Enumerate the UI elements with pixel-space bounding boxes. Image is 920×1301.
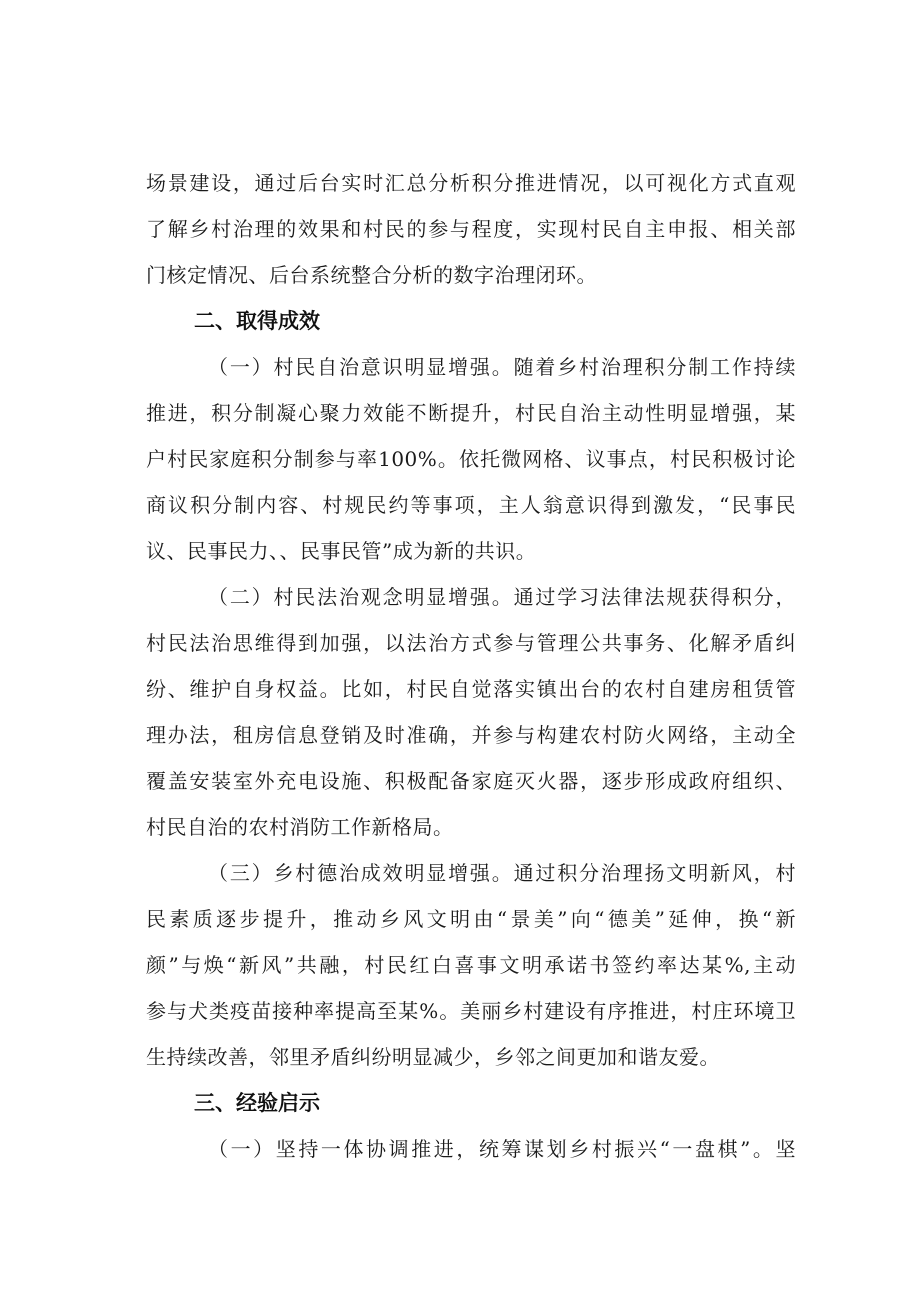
paragraph-intro bbox=[146, 160, 796, 298]
text-line: 参与犬类疫苗接种率提高至某%。美丽乡村建设有序推进，村庄环境卫 bbox=[146, 999, 796, 1023]
section-heading-lessons: 三、经验启示 bbox=[194, 1091, 320, 1115]
section-heading-achievements: 二、取得成效 bbox=[194, 309, 320, 333]
text-line: 理办法，租房信息登销及时准确，并参与构建农村防火网络，主动全 bbox=[146, 723, 796, 747]
text-line: 议、民事民力、、民事民管”成为新的共识。 bbox=[146, 539, 537, 563]
text-line: 门核定情况、后台系统整合分析的数字治理闭环。 bbox=[146, 263, 597, 287]
document-body bbox=[146, 160, 796, 1172]
text-line: 纷、维护自身权益。比如，村民自觉落实镇出台的农村自建房租赁管 bbox=[146, 677, 796, 701]
paragraph-rule-of-virtue bbox=[146, 850, 796, 1080]
text-line: 村民法治思维得到加强，以法治方式参与管理公共事务、化解矛盾纠 bbox=[146, 631, 796, 655]
text-line: 商议积分制内容、村规民约等事项，主人翁意识得到激发，“民事民 bbox=[146, 493, 796, 517]
text-line: 覆盖安装室外充电设施、积极配备家庭灭火器，逐步形成政府组织、 bbox=[146, 769, 796, 793]
text-line: （三）乡村德治成效明显增强。通过积分治理扬文明新风，村 bbox=[208, 861, 796, 885]
text-line: （二）村民法治观念明显增强。通过学习法律法规获得积分， bbox=[208, 585, 796, 609]
paragraph-self-governance bbox=[146, 344, 796, 574]
text-line: 颜”与焕“新风”共融，村民红白喜事文明承诺书签约率达某%,主动 bbox=[146, 953, 796, 977]
text-line: 了解乡村治理的效果和村民的参与程度，实现村民自主申报、相关部 bbox=[146, 217, 796, 241]
text-line: （一）村民自治意识明显增强。随着乡村治理积分制工作持续 bbox=[208, 355, 796, 379]
text-line: 场景建设，通过后台实时汇总分析积分推进情况，以可视化方式直观 bbox=[146, 171, 796, 195]
paragraph-rule-of-law bbox=[146, 574, 796, 850]
text-line: 村民自治的农村消防工作新格局。 bbox=[146, 815, 454, 839]
text-line: 民素质逐步提升，推动乡风文明由“景美”向“德美”延伸，换“新 bbox=[146, 907, 796, 931]
paragraph-coordination bbox=[146, 1126, 796, 1172]
text-line: （一）坚持一体协调推进，统筹谋划乡村振兴“一盘棋”。坚 bbox=[208, 1137, 796, 1161]
text-line: 推进，积分制凝心聚力效能不断提升，村民自治主动性明显增强，某 bbox=[146, 401, 796, 425]
text-line: 户村民家庭积分制参与率100%。依托微网格、议事点，村民积极讨论 bbox=[146, 447, 796, 471]
text-line: 生持续改善，邻里矛盾纠纷明显减少，乡邻之间更加和谐友爱。 bbox=[146, 1045, 720, 1069]
